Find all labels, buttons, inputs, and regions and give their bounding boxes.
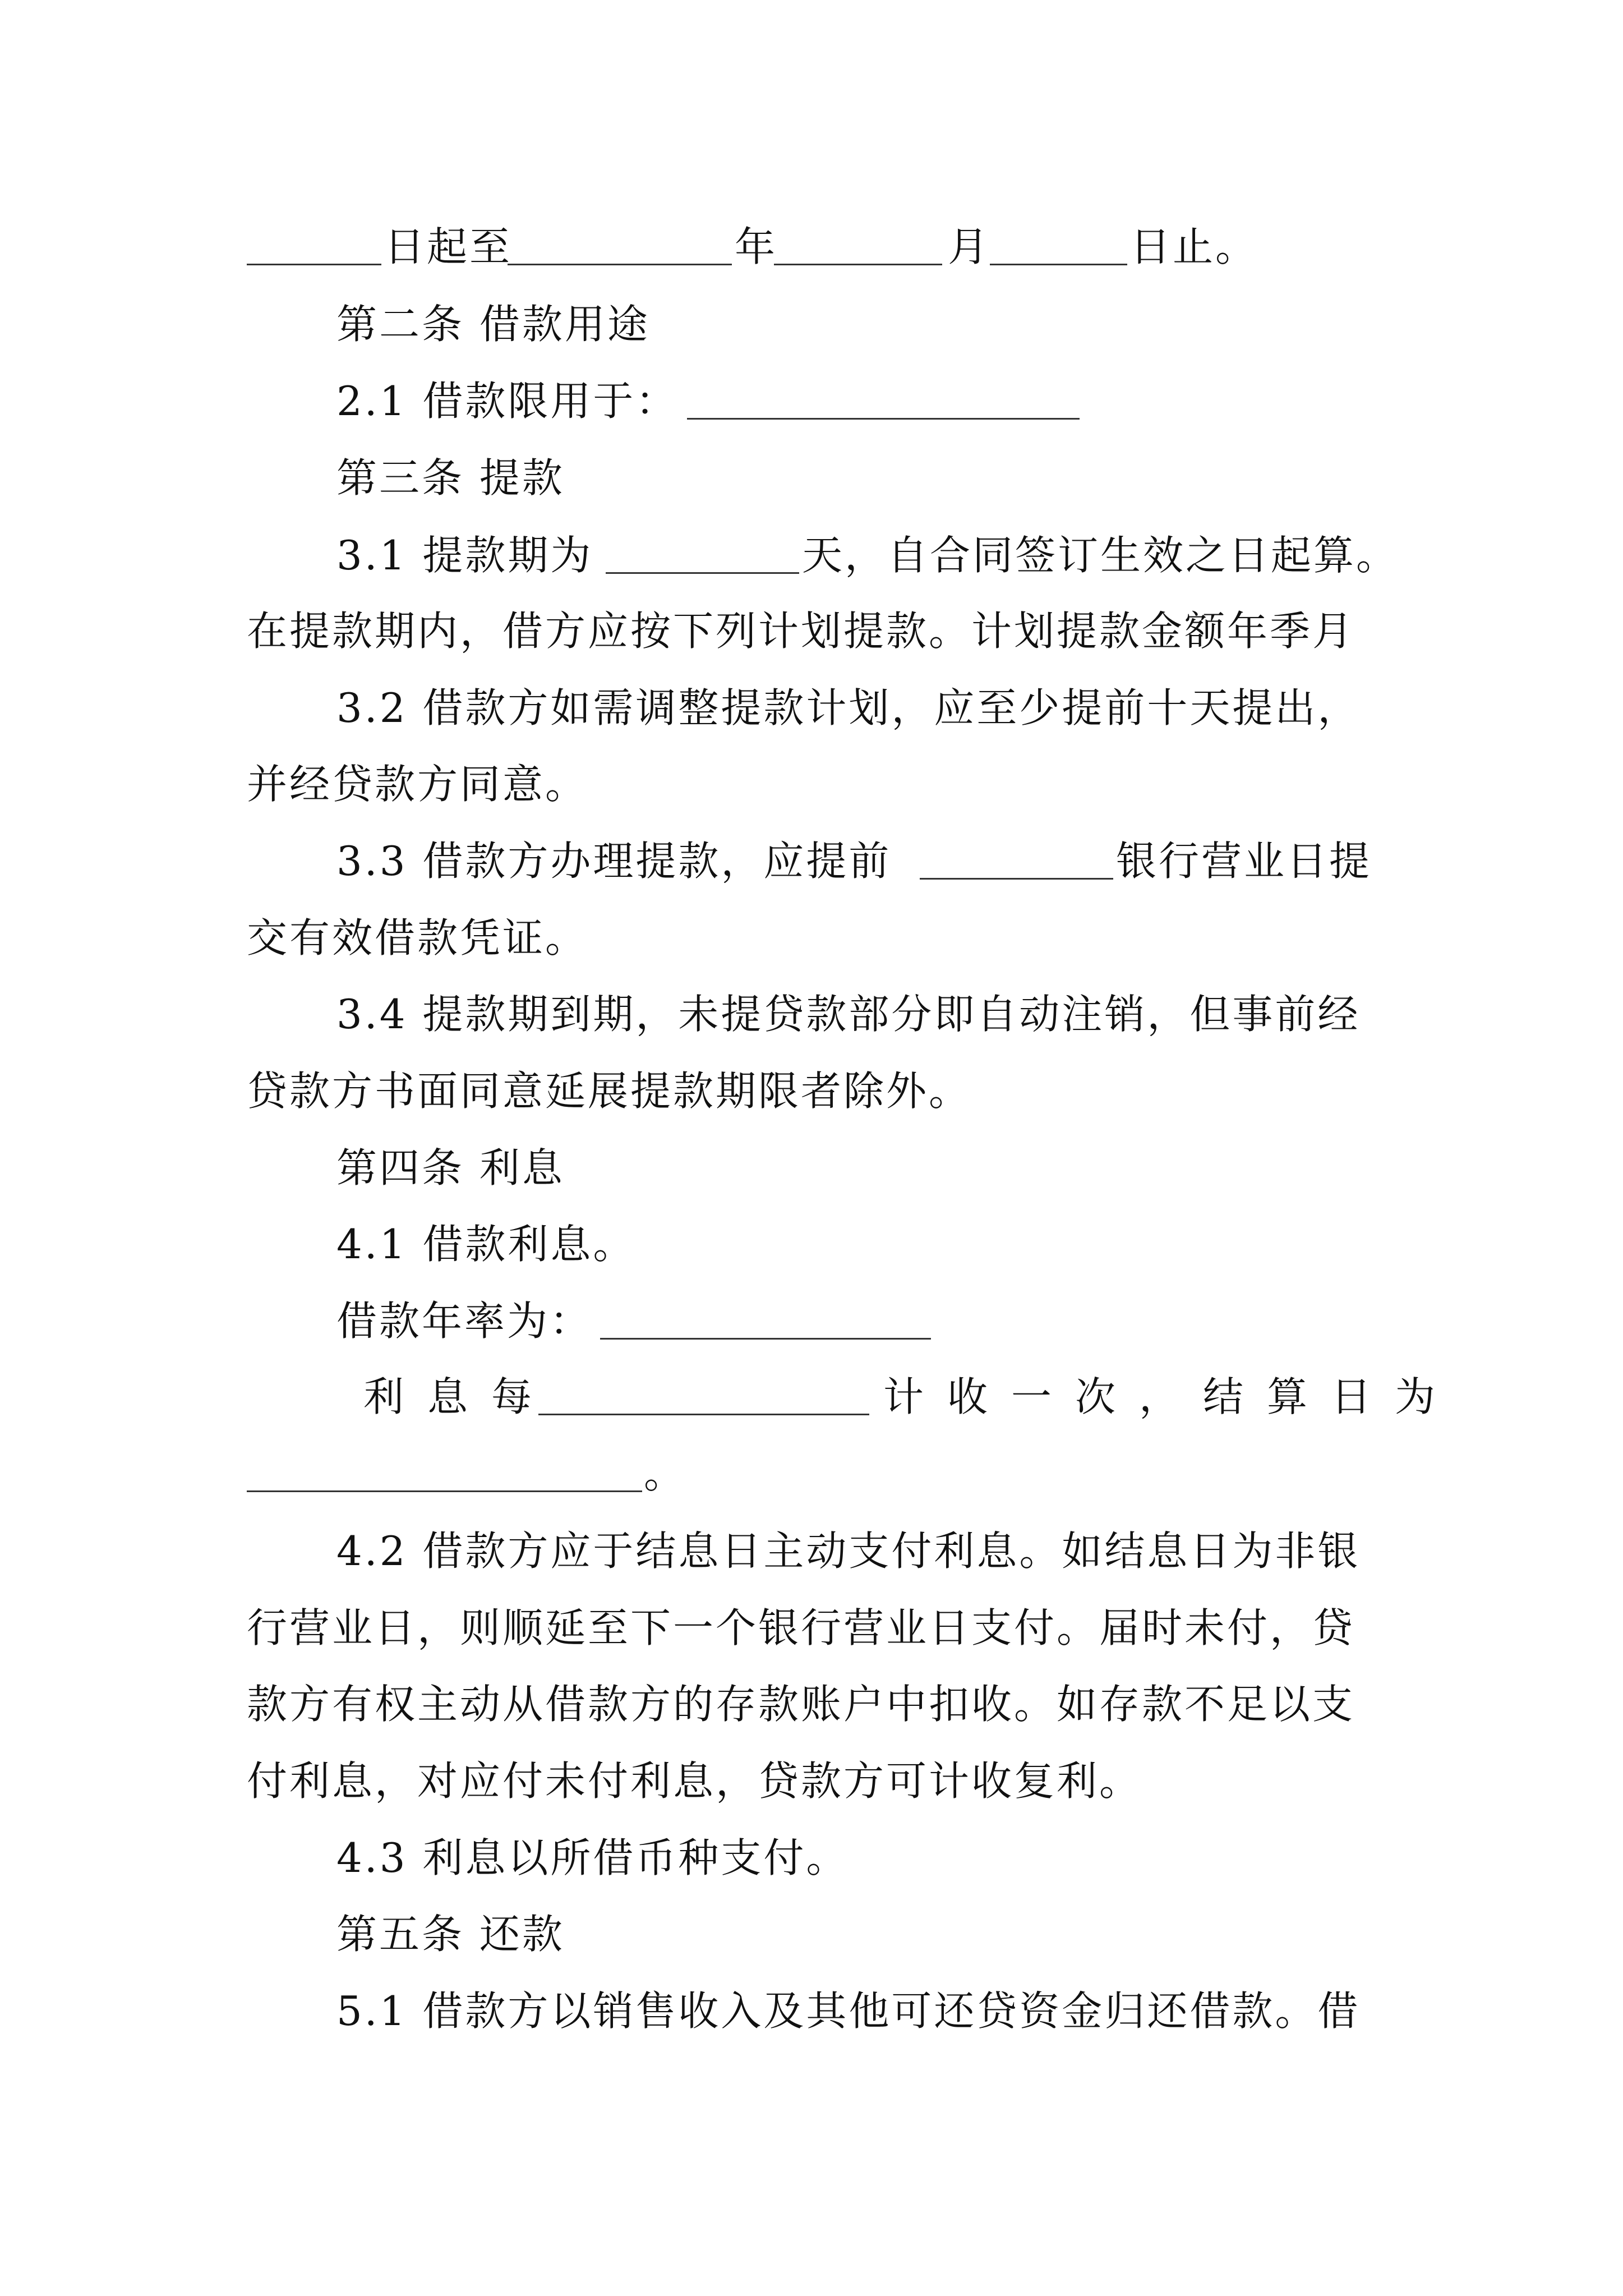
clause-4-2-cont-3 bbox=[0, 1742, 1623, 1820]
clause-text: 4.3 利息以所借币种支付。 bbox=[336, 1834, 849, 1881]
blank-field bbox=[247, 264, 381, 265]
clause-text: 3.1 提款期为 bbox=[336, 532, 593, 579]
clause-text: 3.4 提款期到期，未提贷款部分即自动注销，但事前经 bbox=[336, 991, 1361, 1038]
article-3-heading bbox=[0, 439, 1623, 517]
clause-3-2 bbox=[0, 669, 1623, 747]
clause-3-1-cont bbox=[0, 592, 1623, 670]
clause-text: 4.2 借款方应于结息日主动支付利息。如结息日为非银 bbox=[336, 1527, 1361, 1575]
blank-field bbox=[687, 418, 1080, 420]
blank-field bbox=[538, 1414, 869, 1415]
clause-4-3 bbox=[0, 1819, 1623, 1897]
clause-text: 5.1 借款方以销售收入及其他可还贷资金归还借款。借 bbox=[336, 1987, 1361, 2035]
clause-text: 2.1 借款限用于： bbox=[336, 378, 679, 425]
clause-text: 付利息，对应付未付利息，贷款方可计收复利。 bbox=[247, 1757, 1142, 1805]
text-fragment: 月 bbox=[948, 223, 991, 270]
clause-4-2-cont-2 bbox=[0, 1665, 1623, 1743]
interest-rate-line bbox=[0, 1282, 1623, 1360]
article-4-heading bbox=[0, 1129, 1623, 1207]
clause-text: 贷款方书面同意延展提款期限者除外。 bbox=[247, 1068, 972, 1115]
clause-3-3-cont bbox=[0, 899, 1623, 977]
clause-text: 。 bbox=[644, 1450, 687, 1497]
blank-field bbox=[606, 572, 799, 574]
clause-4-2-cont-1 bbox=[0, 1589, 1623, 1667]
settlement-date-line bbox=[0, 1434, 1623, 1513]
blank-field bbox=[508, 264, 732, 265]
heading-text: 第二条 借款用途 bbox=[336, 301, 650, 348]
clause-text: 借款年率为： bbox=[336, 1297, 593, 1345]
blank-field bbox=[990, 264, 1127, 265]
clause-text: 并经贷款方同意。 bbox=[247, 761, 588, 808]
clause-2-1 bbox=[0, 362, 1623, 440]
clause-text: 银行营业日提 bbox=[1116, 838, 1372, 885]
blank-field bbox=[247, 1490, 642, 1492]
clause-text: 3.2 借款方如需调整提款计划，应至少提前十天提出， bbox=[336, 684, 1361, 731]
blank-field bbox=[600, 1338, 931, 1340]
term-end-date-line bbox=[0, 208, 1623, 286]
clause-text: 天，自合同签订生效之日起算。 bbox=[802, 532, 1399, 579]
clause-4-2 bbox=[0, 1512, 1623, 1590]
clause-4-1 bbox=[0, 1205, 1623, 1283]
clause-3-3 bbox=[0, 822, 1623, 900]
clause-text: 利息每 bbox=[363, 1373, 556, 1420]
heading-text: 第五条 还款 bbox=[336, 1911, 565, 1958]
clause-text: 计收一次，结算日为 bbox=[883, 1373, 1459, 1420]
clause-5-1 bbox=[0, 1972, 1623, 2050]
blank-field bbox=[774, 264, 942, 265]
clause-3-4 bbox=[0, 975, 1623, 1053]
heading-text: 第三条 提款 bbox=[336, 454, 565, 501]
article-5-heading bbox=[0, 1895, 1623, 1973]
article-2-heading bbox=[0, 285, 1623, 364]
clause-3-2-cont bbox=[0, 745, 1623, 823]
clause-3-1 bbox=[0, 516, 1623, 595]
clause-text: 3.3 借款方办理提款，应提前 bbox=[336, 838, 892, 885]
text-fragment: 年 bbox=[735, 223, 778, 270]
interest-period-line bbox=[0, 1358, 1623, 1436]
clause-3-4-cont bbox=[0, 1052, 1623, 1130]
clause-text: 交有效借款凭证。 bbox=[247, 914, 588, 961]
heading-text: 第四条 利息 bbox=[336, 1144, 565, 1191]
text-fragment: 日起至 bbox=[384, 223, 513, 270]
clause-text: 行营业日，则顺延至下一个银行营业日支付。届时未付，贷 bbox=[247, 1604, 1355, 1651]
clause-text: 4.1 借款利息。 bbox=[336, 1221, 636, 1268]
text-fragment: 日止。 bbox=[1130, 223, 1258, 270]
clause-text: 款方有权主动从借款方的存款账户中扣收。如存款不足以支 bbox=[247, 1681, 1355, 1728]
clause-text: 在提款期内，借方应按下列计划提款。计划提款金额年季月 bbox=[247, 608, 1355, 655]
blank-field bbox=[920, 878, 1113, 880]
